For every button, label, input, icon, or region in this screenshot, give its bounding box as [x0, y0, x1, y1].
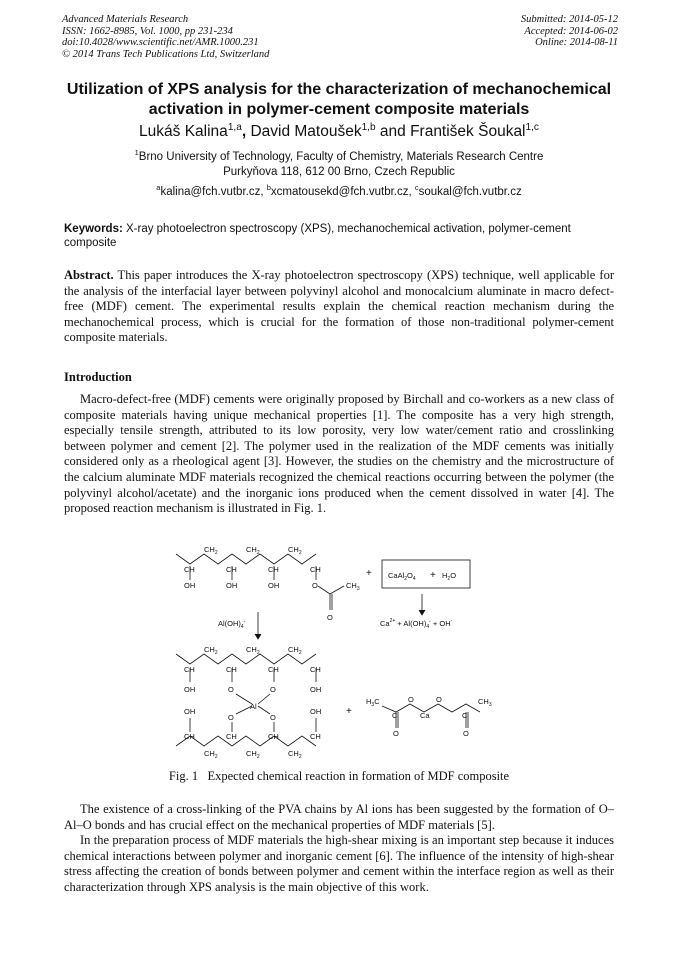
ch-label: CH — [268, 565, 279, 574]
ch2-label: $CH_2$ — [204, 645, 218, 656]
affil-mark: 1 — [134, 148, 139, 158]
reagent-label: $Al(OH)_4^-$ — [218, 619, 246, 630]
water-formula: $H_2O$ — [442, 571, 457, 582]
publication-dates — [521, 14, 618, 49]
author-affil-mark: 1,c — [525, 121, 539, 133]
ch-label: CH — [310, 565, 321, 574]
keywords-label: Keywords: — [64, 223, 123, 235]
oh-label: OH — [268, 581, 280, 590]
email-mark: c — [414, 183, 419, 193]
paragraph: Macro-defect-free (MDF) cements were originally proposed by Birchall and co-workers as a new class of composite materials having unique mechanical properties [1]. The composite has a very high strength, especially tensile strength, attributed to its low porosity, very low water/cement ratio and crosslinking between polymer and cement [2]. The polymer used in the realization of the MDF cements was initially considered only as a rheological agent [3]. However, the studies on the chemistry and the microstructure of the calcium aluminate MDF materials recognized the chemical reactions occurring between the polymer (the polyvinyl alcohol/acetate) and the inorganic ions produced when the cement dissolved in water [4]. The proposed reaction mechanism is illustrated in Fig. 1. — [64, 392, 614, 516]
ch3-label: $CH_3$ — [346, 581, 360, 592]
author-affil-mark: 1,b — [361, 121, 376, 133]
h3c-label: $H_3C$ — [366, 697, 380, 708]
accepted-date: Accepted: 2014-06-02 — [524, 25, 618, 37]
o-label: O — [270, 685, 276, 694]
oh-label: OH — [184, 685, 196, 694]
o-label: O — [228, 685, 234, 694]
author-emails: $^a$kalina@fch.vutbr.cz, $^b$xcmatousekd@fch.vutbr.cz, $^c$soukal@fch.vutbr.cz — [156, 183, 522, 198]
c-label: C — [392, 711, 398, 720]
affiliation — [40, 150, 638, 180]
email-link[interactable]: kalina@fch.vutbr.cz — [160, 186, 261, 198]
oh-label: OH — [310, 685, 322, 694]
author-list — [40, 122, 638, 141]
ch2-label: $CH_2$ — [288, 645, 302, 656]
introduction-body — [64, 392, 614, 517]
ch-label: CH — [184, 665, 195, 674]
ch2-label: $CH_2$ — [246, 545, 260, 556]
author-name: František Šoukal — [410, 123, 526, 140]
figure-caption: Fig. 1 Expected chemical reaction in formation of MDF composite — [168, 769, 510, 783]
ch-label: CH — [310, 732, 321, 741]
ch2-label: $CH_2$ — [246, 645, 260, 656]
o-label: O — [463, 729, 469, 738]
oh-label: OH — [226, 581, 238, 590]
affil-line-1: Brno University of Technology, Faculty of Chemistry, Materials Research Centre — [138, 151, 544, 163]
body-continued — [64, 802, 614, 896]
plus-sign: + — [366, 568, 372, 579]
email-link[interactable]: soukal@fch.vutbr.cz — [418, 186, 522, 198]
c-label: C — [462, 711, 468, 720]
o-label: O — [436, 695, 442, 704]
author-name: Lukáš Kalina — [139, 123, 228, 140]
dissolution-products: $Ca^{2+} + Al(OH)_4^- + OH^-$ — [380, 618, 453, 630]
plus-sign: + — [430, 570, 436, 581]
o-label: O — [327, 613, 333, 622]
author-separator: and — [375, 123, 411, 140]
calcium-label: Ca — [420, 711, 430, 720]
journal-copyright: © 2014 Trans Tech Publications Ltd, Switzerland — [62, 48, 270, 60]
ch2-label: $CH_2$ — [204, 545, 218, 556]
abstract-label: Abstract. — [64, 268, 114, 282]
keywords-text: X-ray photoelectron spectroscopy (XPS), mechanochemical activation, polymer-cement composite — [64, 223, 571, 249]
affil-line-2: Purkyňova 118, 612 00 Brno, Czech Republic — [223, 166, 455, 178]
abstract-text: This paper introduces the X-ray photoelectron spectroscopy (XPS) technique, well applicable for the analysis of the interfacial layer between polyvinyl alcohol and monocalcium aluminate in macro defect-free (MDF) cement. The experimental results explain the chemical reaction mechanism during the mechanochemical process, which is crucial for the formation of those non-traditional polymer-cement composite materials. — [64, 268, 614, 344]
o-label: O — [312, 581, 318, 590]
ch-label: CH — [226, 732, 237, 741]
author-separator: , — [241, 123, 251, 140]
o-label: O — [228, 713, 234, 722]
ch-label: CH — [268, 665, 279, 674]
aluminium-label: Al — [250, 702, 257, 711]
email-mark: b — [266, 183, 271, 193]
author-name: David Matoušek — [250, 123, 362, 140]
email-link[interactable]: xcmatousekd@fch.vutbr.cz — [270, 186, 409, 198]
ch2-label: $CH_2$ — [288, 749, 302, 760]
cement-formula: $CaAl_2O_4$ — [388, 571, 416, 582]
ch2-label: $CH_2$ — [246, 749, 260, 760]
ch-label: CH — [226, 565, 237, 574]
ch-label: CH — [310, 665, 321, 674]
submitted-date: Submitted: 2014-05-12 — [520, 14, 618, 25]
ch-label: CH — [184, 732, 195, 741]
journal-issn: ISSN: 1662-8985, Vol. 1000, pp 231-234 — [62, 25, 233, 37]
abstract — [64, 268, 614, 346]
o-label: O — [270, 713, 276, 722]
keywords — [64, 222, 614, 250]
paragraph: In the preparation process of MDF materials the high-shear mixing is an important step because it induces chemical interactions between polymer and inorganic cement [6]. The influence of the intensity of high-shear stress affecting the creation of bonds between polymer and cement within the interface region as well as their characterization through XPS analysis is the main objective of this work. — [64, 833, 614, 894]
ch2-label: $CH_2$ — [204, 749, 218, 760]
journal-name: Advanced Materials Research — [62, 14, 189, 25]
o-label: O — [408, 695, 414, 704]
plus-sign: + — [346, 706, 352, 717]
ch-label: CH — [184, 565, 195, 574]
journal-doi: doi:10.4028/www.scientific.net/AMR.1000.231 — [62, 37, 259, 48]
ch-label: CH — [268, 732, 279, 741]
author-affil-mark: 1,a — [227, 121, 242, 133]
ch2-label: $CH_2$ — [288, 545, 302, 556]
oh-label: OH — [310, 707, 322, 716]
o-label: O — [393, 729, 399, 738]
ch3-label: $CH_3$ — [478, 697, 492, 708]
paragraph: The existence of a cross-linking of the PVA chains by Al ions has been suggested by the formation of O–Al–O bonds and has crucial effect on the mechanical properties of MDF materials [5]. — [64, 802, 614, 832]
section-heading-introduction: Introduction — [64, 370, 132, 384]
ch-label: CH — [226, 665, 237, 674]
online-date: Online: 2014-08-11 — [535, 37, 618, 48]
oh-label: OH — [184, 581, 196, 590]
email-mark: a — [156, 183, 161, 193]
journal-info — [62, 14, 269, 60]
paper-title: Utilization of XPS analysis for the characterization of mechanochemical activation in polymer-cement composite materials — [66, 81, 612, 118]
oh-label: OH — [184, 707, 196, 716]
reaction-scheme-figure — [160, 542, 540, 764]
